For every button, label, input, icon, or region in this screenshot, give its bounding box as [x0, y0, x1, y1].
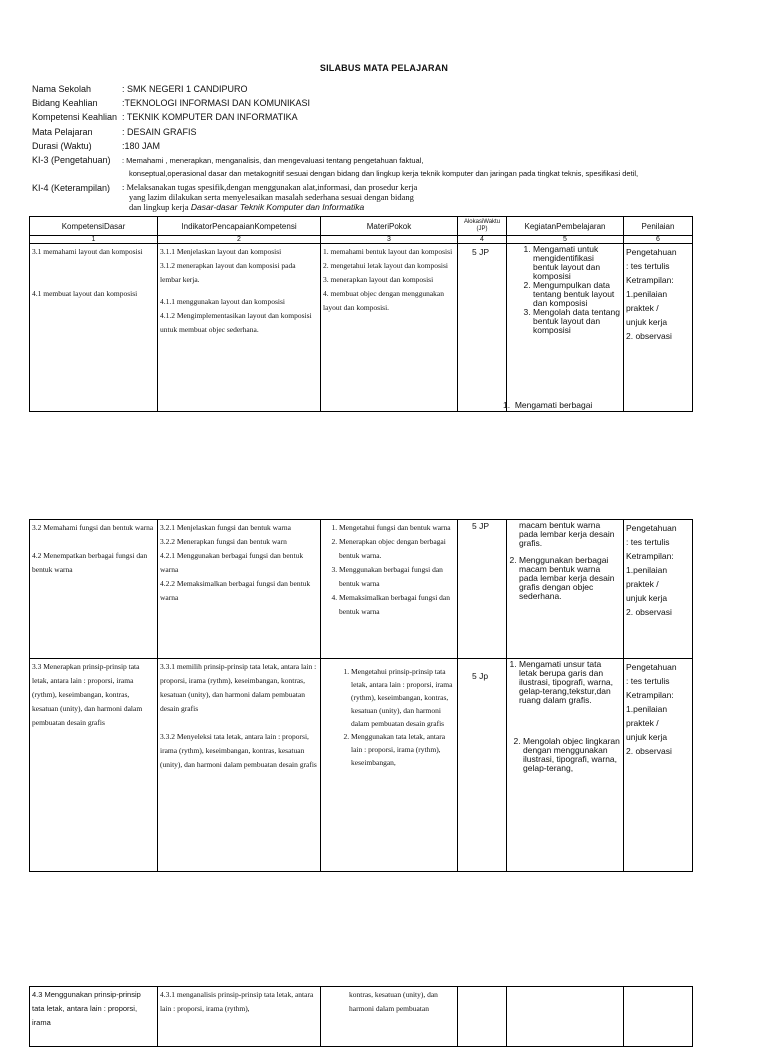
- header-penilaian: Penilaian: [624, 217, 693, 236]
- syllabus-table-3: [29, 986, 693, 1047]
- materi-cell: [321, 987, 458, 1047]
- penilaian-line: unjuk kerja: [626, 317, 668, 327]
- kd-text: 4.3 Menggunakan prinsip-prinsip tata letak, antara lain : proporsi, irama: [32, 990, 141, 1027]
- ki4-line-3a: dan lingkup kerja: [129, 202, 189, 212]
- meta-label: Durasi (Waktu): [32, 141, 92, 151]
- syllabus-table-1: [29, 216, 693, 412]
- kegiatan-list: [509, 556, 621, 601]
- indicator-text: 3.2.1 Menjelaskan fungsi dan bentuk warna: [160, 523, 292, 532]
- penilaian-line: 2. observasi: [626, 607, 672, 617]
- kegiatan-cell: [503, 244, 624, 412]
- penilaian-line: 1.penilaian: [626, 704, 668, 714]
- kegiatan-cell: [507, 520, 624, 659]
- kegiatan-cell: [507, 987, 624, 1047]
- meta-value: : DESAIN GRAFIS: [122, 127, 197, 137]
- materi-item: 1. Mengetahui fungsi dan bentuk warna: [339, 521, 455, 535]
- meta-value: : TEKNIK KOMPUTER DAN INFORMATIKA: [122, 112, 298, 122]
- materi-item: 1. Mengetahui prinsip-prinsip tata letak, antara lain : proporsi, irama (rythm), keseimbangan, kontras, kesatuan (unity), dan harmoni dalam pembuatan desain grafis: [351, 665, 455, 730]
- table-number-row: [30, 236, 693, 244]
- indicator-text: 3.3.1 memilih prinsip-prinsip tata letak, antara lain : proporsi, irama (rythm), keseimbangan, kontras, kesatuan (unity), dan harmoni dalam pembuatan desain grafis: [160, 662, 317, 713]
- jp-cell: [458, 987, 507, 1047]
- meta-label: Nama Sekolah: [32, 84, 92, 94]
- indicator-text: 3.2.2 Menerapkan fungsi dan bentuk warn: [160, 537, 287, 546]
- indicator-cell: [158, 987, 321, 1047]
- penilaian-line: Ketrampilan:: [626, 275, 674, 285]
- indicator-text: 4.2.2 Memaksimalkan berbagai fungsi dan bentuk warna: [160, 579, 311, 602]
- materi-cell: [321, 659, 458, 872]
- penilaian-line: Pengetahuan: [626, 523, 677, 533]
- kegiatan-item: 3. Mengolah data tentang bentuk layout dan komposisi: [533, 308, 621, 335]
- meta-label: KI-4 (Keterampilan): [32, 183, 111, 193]
- indicator-cell: [158, 520, 321, 659]
- materi-text: kontras, kesatuan (unity), dan harmoni dalam pembuatan: [349, 990, 438, 1013]
- materi-item: 2. Menggunakan tata letak, antara lain : proporsi, irama (rythm), keseimbangan,: [351, 730, 455, 769]
- kegiatan-item: 2. Mengolah objec lingkaran dengan menggunakan ilustrasi, tipografi, warna, gelap-terang,: [523, 737, 621, 773]
- materi-cell: [321, 244, 458, 412]
- penilaian-line: : tes tertulis: [626, 261, 670, 271]
- ki4-line-1: : Melaksanakan tugas spesifik,dengan menggunakan alat,informasi, dan prosedur kerja: [122, 182, 418, 192]
- indicator-text: 3.1.2 menerapkan layout dan komposisi pada lembar kerja.: [160, 261, 296, 284]
- ki4-line-2: yang lazim dilakukan serta menyelesaikan masalah sederhana sesuai dengan bidang: [129, 192, 414, 202]
- kd-text: 3.3 Menerapkan prinsip-prinsip tata letak, antara lain : proporsi, irama (rythm), keseimbangan, kontras, kesatuan (unity), dan harmoni dalam pembuatan desain grafis: [32, 662, 143, 727]
- materi-text: 3. menerapkan layout dan komposisi: [323, 275, 434, 284]
- header-indikator: IndikatorPencapaianKompetensi: [158, 217, 321, 236]
- penilaian-line: Pengetahuan: [626, 662, 677, 672]
- penilaian-line: 1.penilaian: [626, 565, 668, 575]
- ki4-line-3b: Dasar-dasar Teknik Komputer dan Informatika: [188, 202, 365, 212]
- penilaian-line: Pengetahuan: [626, 247, 677, 257]
- column-number: 2: [158, 236, 321, 244]
- penilaian-cell: [624, 244, 693, 412]
- kegiatan-item: 1. Mengamati unsur tata letak berupa garis dan ilustrasi, tipografi, warna, gelap-terang,tekstur,dan ruang dalam grafis.: [519, 660, 621, 705]
- kd-cell: [30, 659, 158, 872]
- meta-label: Bidang Keahlian: [32, 98, 98, 108]
- table-row: [30, 520, 693, 659]
- indicator-text: 3.1.1 Menjelaskan layout dan komposisi: [160, 247, 282, 256]
- materi-list: [323, 521, 455, 619]
- indicator-text: 4.3.1 menganalisis prinsip-prinsip tata letak, antara lain : proporsi, irama (rythm),: [160, 990, 314, 1013]
- column-number: 5: [507, 236, 624, 244]
- table-row: [30, 659, 693, 872]
- penilaian-line: praktek /: [626, 718, 659, 728]
- materi-item: 4. Memaksimalkan berbagai fungsi dan bentuk warna: [339, 591, 455, 619]
- page-title: SILABUS MATA PELAJARAN: [319, 63, 449, 73]
- kd-text: 4.1 membuat layout dan komposisi: [32, 289, 138, 298]
- column-number: 4: [458, 236, 507, 244]
- kd-text: 3.2 Memahami fungsi dan bentuk warna: [32, 523, 154, 532]
- penilaian-line: : tes tertulis: [626, 537, 670, 547]
- kd-cell: [30, 244, 158, 412]
- materi-cell: [321, 520, 458, 659]
- ki4-line-3: [129, 203, 364, 212]
- jp-cell: 5 Jp: [458, 659, 507, 872]
- materi-text: 1. memahami bentuk layout dan komposisi: [323, 247, 453, 256]
- penilaian-line: Ketrampilan:: [626, 551, 674, 561]
- meta-value: : SMK NEGERI 1 CANDIPURO: [122, 84, 248, 94]
- penilaian-line: 2. observasi: [626, 331, 672, 341]
- header-alokasi-waktu: AlokasiWaktu (JP): [458, 217, 507, 236]
- table-header-row: [30, 217, 693, 236]
- kegiatan-continued: macam bentuk warna pada lembar kerja desain grafis.: [519, 520, 615, 548]
- penilaian-line: 2. observasi: [626, 746, 672, 756]
- column-number: 3: [321, 236, 458, 244]
- kegiatan-item: 2. Menggunakan berbagai macam bentuk warna pada lembar kerja desain grafis dengan objec sederhana.: [519, 556, 621, 601]
- indicator-text: 4.1.2 Mengimplementasikan layout dan komposisi untuk membuat objec sederhana.: [160, 311, 312, 334]
- ki3-line-2: konseptual,operasional dasar dan metakognitif sesuai dengan bidang dan lingkup kerja teknik komputer dan jaringan pada tingkat teknis, spesifikasi detil,: [129, 169, 639, 178]
- kegiatan-item: Mengamati berbagai: [514, 400, 593, 410]
- table-row: [30, 244, 693, 412]
- table-row: [30, 987, 693, 1047]
- kd-cell: [30, 987, 158, 1047]
- materi-text: 4. membuat objec dengan menggunakan layout dan komposisi.: [323, 289, 445, 312]
- materi-item: 2. Menerapkan objec dengan berbagai bentuk warna.: [339, 535, 455, 563]
- kegiatan-item: 1. Mengamati untuk mengidentifikasi bentuk layout dan komposisi: [533, 245, 621, 281]
- syllabus-table-2: [29, 519, 693, 872]
- column-number: 6: [624, 236, 693, 244]
- column-number: 1: [30, 236, 158, 244]
- indicator-text: 4.2.1 Menggunakan berbagai fungsi dan bentuk warna: [160, 551, 304, 574]
- penilaian-line: : tes tertulis: [626, 676, 670, 686]
- indicator-cell: [158, 244, 321, 412]
- penilaian-line: unjuk kerja: [626, 593, 668, 603]
- meta-label: KI-3 (Pengetahuan): [32, 155, 111, 165]
- indicator-text: 3.3.2 Menyeleksi tata letak, antara lain : proporsi, irama (rythm), keseimbangan, kontras, kesatuan (unity), dan harmoni dalam pembuatan desain grafis: [160, 732, 317, 769]
- kd-text: 3.1 memahami layout dan komposisi: [32, 247, 143, 256]
- materi-list: [323, 665, 455, 769]
- penilaian-cell: [624, 987, 693, 1047]
- indicator-text: 4.1.1 menggunakan layout dan komposisi: [160, 297, 285, 306]
- penilaian-line: unjuk kerja: [626, 732, 668, 742]
- penilaian-line: praktek /: [626, 579, 659, 589]
- header-kompetensi-dasar: KompetensiDasar: [30, 217, 158, 236]
- kd-cell: [30, 520, 158, 659]
- kegiatan-cell: [507, 659, 624, 872]
- indicator-cell: [158, 659, 321, 872]
- penilaian-cell: [624, 659, 693, 872]
- kd-text: 4.2 Menempatkan berbagai fungsi dan bentuk warna: [32, 551, 148, 574]
- penilaian-line: 1.penilaian: [626, 289, 668, 299]
- header-materi-pokok: MateriPokok: [321, 217, 458, 236]
- penilaian-cell: [624, 520, 693, 659]
- ki3-line-1: : Memahami , menerapkan, menganalisis, dan mengevaluasi tentang pengetahuan faktual,: [122, 156, 424, 165]
- materi-text: 2. mengetahui letak layout dan komposisi: [323, 261, 448, 270]
- materi-item: 3. Menggunakan berbagai fungsi dan bentuk warna: [339, 563, 455, 591]
- meta-value: :180 JAM: [122, 141, 161, 151]
- kegiatan-item: 2. Mengumpulkan data tentang bentuk layout dan komposisi: [533, 281, 621, 308]
- kegiatan-continued: 1. Mengamati berbagai: [503, 400, 593, 410]
- meta-label: Kompetensi Keahlian: [32, 112, 118, 122]
- meta-label: Mata Pelajaran: [32, 127, 93, 137]
- penilaian-line: praktek /: [626, 303, 659, 313]
- jp-cell: 5 JP: [458, 244, 507, 412]
- header-kegiatan: KegiatanPembelajaran: [507, 217, 624, 236]
- kegiatan-list: [509, 245, 621, 335]
- jp-cell: 5 JP: [458, 520, 507, 659]
- kegiatan-list: [509, 660, 621, 773]
- meta-value: :TEKNOLOGI INFORMASI DAN KOMUNIKASI: [122, 98, 311, 108]
- penilaian-line: Ketrampilan:: [626, 690, 674, 700]
